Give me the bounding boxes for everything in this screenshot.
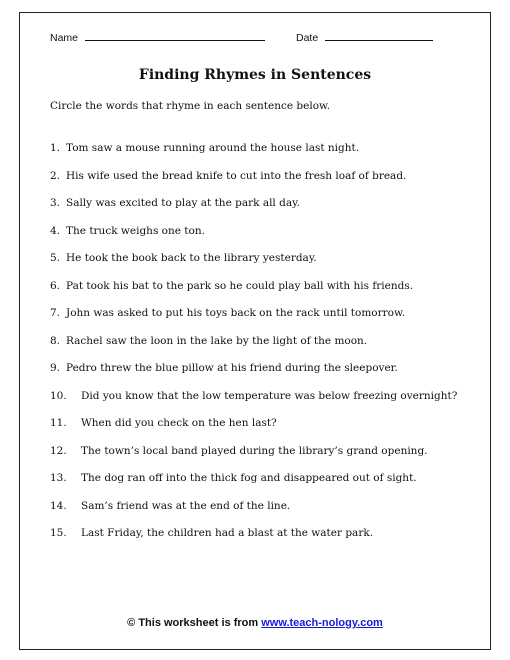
item-sentence: Sam’s friend was at the end of the line.: [81, 499, 291, 512]
name-blank-line: [85, 31, 265, 41]
item-sentence: The town’s local band played during the library’s grand opening.: [81, 444, 428, 457]
item-sentence: When did you check on the hen last?: [81, 417, 277, 429]
date-blank-line: [325, 31, 433, 41]
footer-link[interactable]: www.teach-nology.com: [261, 617, 383, 629]
list-item: [50, 499, 291, 513]
footer-credit: [0, 617, 510, 629]
list-item: [50, 416, 277, 430]
item-number: 15.: [50, 527, 67, 539]
item-number: 14.: [50, 499, 67, 512]
item-sentence: The dog ran off into the thick fog and disappeared out of sight.: [81, 472, 417, 484]
item-number: 1.: [50, 142, 61, 154]
item-number: 5.: [50, 252, 61, 264]
footer-prefix: © This worksheet is from: [127, 617, 262, 629]
item-sentence: Pat took his bat to the park so he could play ball with his friends.: [66, 279, 414, 292]
instructions: Circle the words that rhyme in each sentence below.: [50, 100, 331, 112]
list-item: [50, 251, 317, 265]
item-sentence: The truck weighs one ton.: [66, 224, 205, 237]
item-number: 10.: [50, 389, 67, 402]
list-item: [50, 279, 414, 293]
item-number: 11.: [50, 417, 67, 429]
list-item: [50, 389, 458, 403]
date-field-row: [296, 31, 433, 44]
item-sentence: His wife used the bread knife to cut into the fresh loaf of bread.: [66, 169, 407, 182]
name-label: Name: [50, 32, 79, 44]
list-item: [50, 444, 428, 458]
item-number: 9.: [50, 362, 61, 374]
item-sentence: Sally was excited to play at the park all day.: [66, 197, 300, 209]
list-item: [50, 334, 368, 348]
item-number: 8.: [50, 334, 61, 347]
list-item: [50, 471, 417, 485]
item-sentence: Tom saw a mouse running around the house last night.: [66, 142, 360, 154]
item-number: 7.: [50, 307, 61, 319]
list-item: [50, 224, 205, 238]
list-item: [50, 169, 407, 183]
item-sentence: John was asked to put his toys back on the rack until tomorrow.: [66, 307, 406, 319]
list-item: [50, 196, 300, 210]
item-sentence: Did you know that the low temperature was below freezing overnight?: [81, 389, 458, 402]
item-sentence: Pedro threw the blue pillow at his friend during the sleepover.: [66, 362, 398, 374]
list-item: [50, 141, 360, 155]
item-sentence: Rachel saw the loon in the lake by the light of the moon.: [66, 334, 368, 347]
list-item: [50, 361, 398, 375]
item-number: 6.: [50, 279, 61, 292]
item-number: 3.: [50, 197, 61, 209]
item-number: 12.: [50, 444, 67, 457]
worksheet-title: Finding Rhymes in Sentences: [138, 67, 372, 83]
item-number: 4.: [50, 224, 61, 237]
item-sentence: He took the book back to the library yesterday.: [66, 252, 317, 264]
list-item: [50, 306, 406, 320]
item-number: 13.: [50, 472, 67, 484]
list-item: [50, 526, 374, 540]
date-label: Date: [296, 32, 319, 44]
item-number: 2.: [50, 169, 61, 182]
item-sentence: Last Friday, the children had a blast at the water park.: [81, 527, 374, 539]
name-field-row: [50, 31, 265, 44]
